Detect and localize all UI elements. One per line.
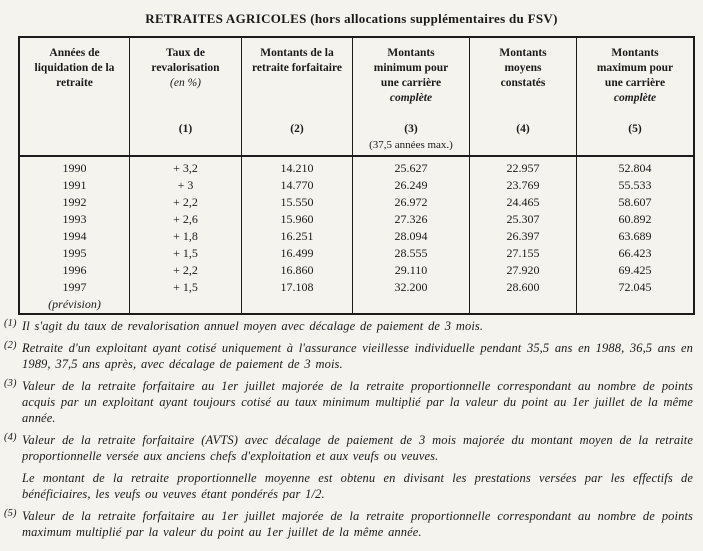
- value-cell: 25.627: [394, 161, 428, 175]
- header-cell-moyens: [469, 38, 576, 155]
- year-cell: 1994: [62, 229, 87, 243]
- value-cell: 26.249: [394, 178, 428, 192]
- value-cell: 16.860: [280, 263, 314, 277]
- value-cell: 55.533: [618, 178, 652, 192]
- value-cell: + 1,5: [173, 280, 198, 294]
- table-header-row: [20, 38, 693, 157]
- value-cell: + 2,2: [173, 263, 198, 277]
- value-cell: + 2,2: [173, 195, 198, 209]
- header-label: Montants moyens constatés: [499, 47, 547, 89]
- footnote-text: Valeur de la retraite forfaitaire au 1er juillet majorée de la retraite proportionnelle correspondant au nombre de points maximum multiplié par la valeur du point au 1er juillet de la même année.: [22, 509, 693, 539]
- column-moyens: [469, 157, 576, 313]
- pension-table: [18, 36, 695, 315]
- value-cell: 16.499: [280, 246, 314, 260]
- footnote-1: [4, 318, 693, 334]
- value-cell: 27.326: [394, 212, 428, 226]
- column-years: [20, 157, 129, 313]
- footnote-3: [4, 378, 693, 426]
- header-cell-taux: [129, 38, 241, 155]
- value-cell: 15.960: [280, 212, 314, 226]
- value-cell: 15.550: [280, 195, 314, 209]
- value-cell: 69.425: [618, 263, 652, 277]
- value-cell: 66.423: [618, 246, 652, 260]
- table-body: [20, 157, 693, 313]
- year-cell: 1990: [62, 161, 87, 175]
- header-cell-minimum: [352, 38, 469, 155]
- year-note-cell: (prévision): [48, 297, 101, 311]
- header-footnote-ref: (4): [516, 123, 530, 135]
- header-unit: (en %): [170, 77, 201, 89]
- value-cell: 63.689: [618, 229, 652, 243]
- footnote-text: Valeur de la retraite forfaitaire au 1er juillet majorée de la retraite proportionnelle correspondant au nombre de points acquis par un exploitant ayant toujours cotisé au taux minimum multiplié par la valeur du point au 1er juillet de la même année.: [22, 379, 693, 425]
- column-maximum: [576, 157, 693, 313]
- value-cell: 17.108: [280, 280, 314, 294]
- value-cell: 29.110: [394, 263, 428, 277]
- footnotes-section: [4, 318, 693, 546]
- value-cell: 60.892: [618, 212, 652, 226]
- value-cell: 58.607: [618, 195, 652, 209]
- header-label: Montants minimum pour une carrière: [373, 47, 449, 89]
- footnote-text: Retraite d'un exploitant ayant cotisé uniquement à l'assurance vieillesse individuelle pendant 35,5 ans en 1988, 36,5 ans en 1989, 37,5 ans après, avec décalage de paiement de 3 mois.: [22, 341, 693, 371]
- value-cell: 25.307: [506, 212, 540, 226]
- year-cell: 1995: [62, 246, 87, 260]
- header-label: Montants de la retraite forfaitaire: [252, 47, 342, 74]
- header-extra-note: (37,5 années max.): [369, 139, 453, 151]
- value-cell: 26.397: [506, 229, 540, 243]
- footnote-4: [4, 432, 693, 502]
- footnote-2: [4, 340, 693, 372]
- header-label: Montants maximum pour une carrière: [596, 47, 674, 89]
- year-cell: 1997: [62, 280, 87, 294]
- footnote-marker: (4): [4, 432, 17, 443]
- value-cell: 52.804: [618, 161, 652, 175]
- header-cell-annees: [20, 38, 129, 155]
- footnote-marker: (5): [4, 508, 17, 519]
- value-cell: + 3,2: [173, 161, 198, 175]
- value-cell: 28.600: [506, 280, 540, 294]
- value-cell: 28.555: [394, 246, 428, 260]
- page-title: RETRAITES AGRICOLES (hors allocations supplémentaires du FSV): [145, 11, 558, 26]
- column-taux: [129, 157, 241, 313]
- year-cell: 1993: [62, 212, 87, 226]
- header-footnote-ref: (1): [178, 123, 193, 135]
- value-cell: + 2,6: [173, 212, 198, 226]
- value-cell: 22.957: [506, 161, 540, 175]
- footnote-text: Valeur de la retraite forfaitaire (AVTS) avec décalage de paiement de 3 mois majorée du montant moyen de la retraite proportionnelle versée aux anciens chefs d'exploitation et aux veufs ou veuves.: [22, 433, 693, 463]
- value-cell: + 3: [177, 178, 194, 192]
- footnote-text: Le montant de la retraite proportionnelle moyenne est obtenu en divisant les prestations versées par les effectifs de bénéficiaires, les veufs ou veuves étant pondérés par 1/2.: [22, 471, 693, 501]
- value-cell: 14.770: [280, 178, 314, 192]
- footnote-marker: (2): [4, 340, 17, 351]
- footnote-5: [4, 508, 693, 540]
- header-footnote-ref: (2): [290, 123, 304, 135]
- footnote-marker: (3): [4, 378, 17, 389]
- value-cell: 72.045: [618, 280, 652, 294]
- year-cell: 1996: [62, 263, 87, 277]
- value-cell: + 1,8: [173, 229, 198, 243]
- value-cell: + 1,5: [173, 246, 198, 260]
- value-cell: 16.251: [280, 229, 314, 243]
- value-cell: 27.155: [506, 246, 540, 260]
- value-cell: 28.094: [394, 229, 428, 243]
- header-footnote-ref: (3): [404, 123, 418, 135]
- value-cell: 32.200: [394, 280, 428, 294]
- header-cell-maximum: [576, 38, 693, 155]
- value-cell: 23.769: [506, 178, 540, 192]
- header-label-emphasis: complète: [613, 92, 657, 104]
- header-label-emphasis: complète: [389, 92, 433, 104]
- header-footnote-ref: (5): [628, 123, 642, 135]
- value-cell: 14.210: [280, 161, 314, 175]
- header-label: Années de liquidation de la retraite: [34, 47, 115, 89]
- value-cell: 24.465: [506, 195, 540, 209]
- header-label: Taux de revalorisation: [151, 47, 220, 74]
- value-cell: 26.972: [394, 195, 428, 209]
- column-minimum: [352, 157, 469, 313]
- footnote-marker: (1): [4, 318, 17, 329]
- year-cell: 1991: [62, 178, 87, 192]
- footnote-text: Il s'agit du taux de revalorisation annuel moyen avec décalage de paiement de 3 mois.: [22, 319, 484, 333]
- header-cell-forfaitaire: [241, 38, 352, 155]
- year-cell: 1992: [62, 195, 87, 209]
- value-cell: 27.920: [506, 263, 540, 277]
- column-forfaitaire: [241, 157, 352, 313]
